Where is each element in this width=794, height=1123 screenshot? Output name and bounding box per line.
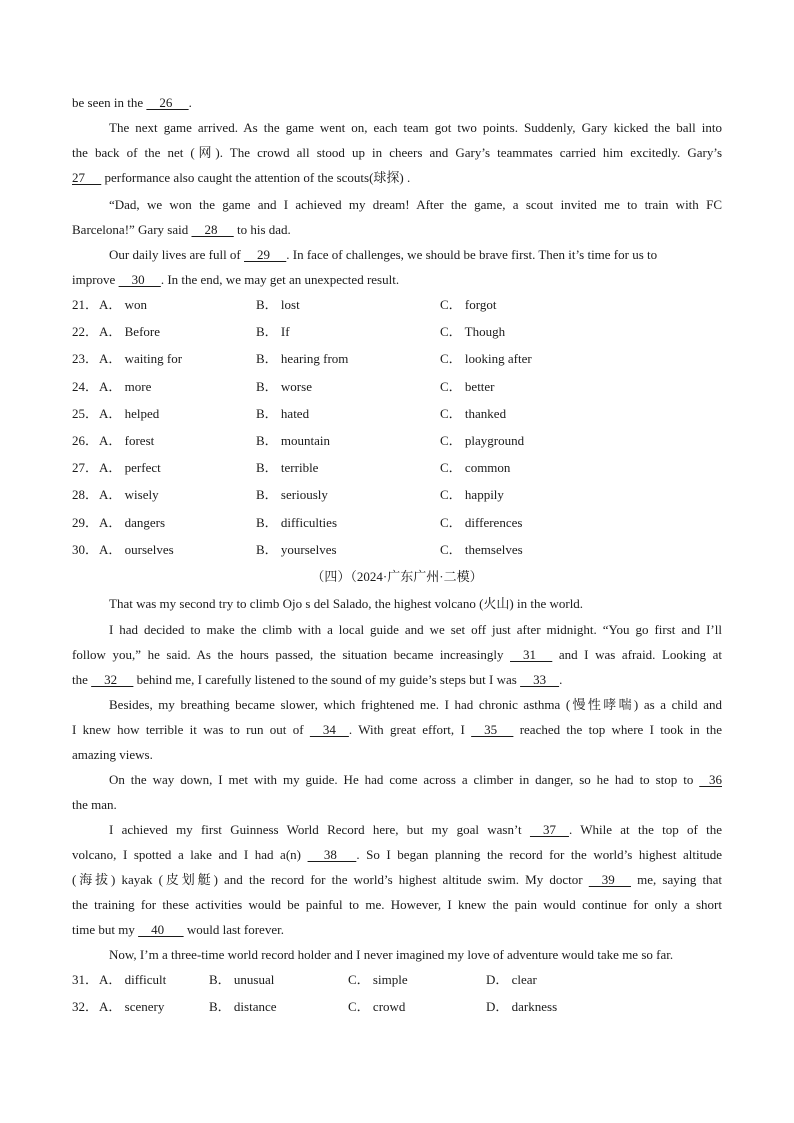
option-c[interactable]: C． themselves (440, 541, 523, 557)
passage-line (72, 645, 722, 670)
passage-text: be seen in the (72, 95, 147, 110)
question-number: 31． (72, 971, 99, 987)
blank-28: 28 (191, 222, 234, 237)
blank-36: 36 (699, 771, 722, 787)
question-number: 24． (72, 378, 99, 394)
blank-40: 40 (138, 921, 184, 937)
passage-line (72, 220, 722, 245)
option-a[interactable]: A． waiting for (99, 351, 183, 367)
blank-31: 31 (510, 646, 553, 662)
passage-text: behind me, I carefully listened to the sound of my guide’s steps but I was (133, 671, 521, 687)
option-b[interactable]: B． mountain (256, 432, 331, 448)
passage-text: volcano, I spotted a lake and I had a(n) (72, 846, 308, 862)
passage-line (72, 620, 722, 645)
option-a[interactable]: A． helped (99, 405, 160, 421)
option-a[interactable]: A． scenery (99, 999, 165, 1015)
passage-text: . So I began planning the record for the world’s highest altitude (356, 846, 722, 862)
passage-text: . In face of challenges, we should be brave first. Then it’s time for us to (286, 247, 658, 262)
passage-text: . (559, 671, 563, 687)
option-c[interactable]: C． better (440, 378, 495, 394)
option-c[interactable]: C． differences (440, 514, 523, 530)
question-number: 32． (72, 999, 99, 1015)
passage-text: to his dad. (233, 222, 291, 237)
passage-text: The next game arrived. As the game went on, each team got two points. Suddenly, Gary kicked the ball into (109, 120, 722, 135)
option-b[interactable]: B． difficulties (256, 514, 338, 530)
option-a[interactable]: A． perfect (99, 460, 161, 476)
passage-text: . With great effort, I (348, 721, 472, 737)
question-row (72, 295, 722, 322)
passage-line (72, 118, 722, 143)
question-row (72, 458, 722, 485)
question-row (72, 485, 722, 512)
passage-line (72, 93, 722, 118)
passage-text: On the way down, I met with my guide. He had come across a climber in danger, so he had to stop to (109, 771, 700, 787)
option-d[interactable]: D． darkness (486, 999, 558, 1015)
passage-line (72, 670, 722, 695)
question-number: 26． (72, 432, 99, 448)
option-c[interactable]: C． common (440, 460, 511, 476)
blank-29: 29 (244, 247, 287, 262)
blank-39: 39 (588, 871, 631, 887)
question-row (72, 540, 722, 567)
passage-line (72, 245, 722, 270)
option-a[interactable]: A． forest (99, 432, 155, 448)
question-number: 28． (72, 487, 99, 503)
passage-text: follow you,” he said. As the hours passed, the situation became increasingly (72, 646, 511, 662)
passage-text: (海拔) kayak (皮划艇) and the record for the world’s highest altitude swim. My doctor (72, 871, 589, 887)
passage-text: I achieved my first Guinness World Record here, but my goal wasn’t (109, 821, 530, 837)
question-number: 21． (72, 297, 99, 312)
passage-text: . While at the top of the (568, 821, 722, 837)
section-heading (72, 567, 722, 594)
passage-text: time but my (72, 921, 139, 937)
blank-26: 26 (146, 95, 189, 110)
passage-line (72, 770, 722, 795)
passage-line (72, 195, 722, 220)
passage-line (72, 920, 722, 945)
passage-line (72, 270, 722, 295)
question-row (72, 513, 722, 540)
question-number: 22． (72, 324, 99, 340)
option-a[interactable]: A． more (99, 378, 152, 394)
passage-line (72, 143, 722, 168)
blank-37: 37 (529, 821, 569, 837)
passage-text: I knew how terrible it was to run out of (72, 721, 310, 737)
question-row (72, 997, 722, 1024)
passage-text: and I was afraid. Looking at (552, 646, 722, 662)
option-a[interactable]: A． ourselves (99, 541, 174, 557)
option-b[interactable]: B． yourselves (256, 541, 337, 557)
passage-text: would last forever. (183, 921, 284, 937)
option-b[interactable]: B． If (256, 324, 290, 340)
option-b[interactable]: B． worse (256, 378, 312, 394)
passage-line (72, 720, 722, 745)
option-c[interactable]: C． happily (440, 487, 504, 503)
option-b[interactable]: B． seriously (256, 487, 328, 503)
blank-35: 35 (471, 721, 514, 737)
passage-text: performance also caught the attention of the scouts(球探) . (101, 170, 411, 185)
passage-text: me, saying that (631, 871, 722, 887)
passage-text: the back of the net (网). The crowd all stood up in cheers and Gary’s teammates carried him excitedly. Gary’s (72, 145, 722, 160)
blank-33: 33 (520, 671, 560, 687)
passage-text: amazing views. (72, 746, 153, 762)
option-c[interactable]: C． forgot (440, 297, 497, 312)
blank-30: 30 (118, 272, 161, 287)
option-b[interactable]: B． hearing from (256, 351, 349, 367)
passage-text: the man. (72, 796, 117, 812)
passage-text: . (188, 95, 192, 110)
question-number: 30． (72, 541, 99, 557)
passage-text: Our daily lives are full of (109, 247, 245, 262)
passage-text: the (72, 671, 92, 687)
question-number: 23． (72, 351, 99, 367)
passage-line (72, 945, 722, 970)
passage-text: I had decided to make the climb with a local guide and we set off just after midnight. “You go first and I’ll (109, 621, 722, 637)
question-row (72, 322, 722, 349)
blank-32: 32 (91, 671, 134, 687)
passage-line (72, 594, 722, 620)
option-c[interactable]: C． thanked (440, 405, 507, 421)
blank-27: 27 (72, 170, 102, 185)
passage-line (72, 895, 722, 920)
passage-line (72, 845, 722, 870)
question-row (72, 377, 722, 404)
passage-line (72, 745, 722, 770)
passage-text: improve (72, 272, 119, 287)
passage-text: . In the end, we may get an unexpected result. (160, 272, 400, 287)
option-c[interactable]: C． crowd (348, 999, 406, 1015)
passage-line (72, 168, 722, 195)
option-b[interactable]: B． distance (209, 999, 277, 1015)
question-number: 27． (72, 460, 99, 476)
option-c[interactable]: C． Though (440, 324, 506, 340)
section-heading-text: （四）（2024·广东广州·二模） (311, 568, 483, 584)
question-row (72, 349, 722, 376)
passage-text: the training for these activities would be painful to me. However, I knew the pain would continue for only a short (72, 896, 722, 912)
option-d[interactable]: D． clear (486, 971, 537, 987)
option-a[interactable]: A． won (99, 297, 148, 312)
blank-34: 34 (309, 721, 349, 737)
question-row (72, 970, 722, 997)
option-a[interactable]: A． Before (99, 324, 161, 340)
passage-line (72, 795, 722, 820)
question-row (72, 404, 722, 431)
option-c[interactable]: C． simple (348, 971, 408, 987)
option-b[interactable]: B． lost (256, 297, 300, 312)
blank-38: 38 (307, 846, 357, 862)
passage-text: Now, I’m a three-time world record holder and I never imagined my love of adventure would take me so far. (109, 946, 674, 962)
options-block-21-30 (72, 295, 722, 567)
option-a[interactable]: A． wisely (99, 487, 159, 503)
option-c[interactable]: C． playground (440, 432, 525, 448)
passage-text: Barcelona!” Gary said (72, 222, 192, 237)
passage-text: reached the top where I took in the (513, 721, 722, 737)
option-b[interactable]: B． unusual (209, 971, 275, 987)
question-number: 29． (72, 514, 99, 530)
passage-line (72, 820, 722, 845)
passage-line (72, 695, 722, 720)
question-number: 25． (72, 405, 99, 421)
option-b[interactable]: B． terrible (256, 460, 319, 476)
options-block-31-32 (72, 970, 722, 1024)
passage-text: That was my second try to climb Ojo s del Salado, the highest volcano (火山) in the world. (109, 595, 584, 611)
option-a[interactable]: A． dangers (99, 514, 166, 530)
option-b[interactable]: B． hated (256, 405, 310, 421)
passage-line (72, 870, 722, 895)
option-a[interactable]: A． difficult (99, 971, 167, 987)
question-row (72, 431, 722, 458)
passage-text: “Dad, we won the game and I achieved my dream! After the game, a scout invited me to train with FC (109, 197, 722, 212)
passage-text: Besides, my breathing became slower, which frightened me. I had chronic asthma (慢性哮喘) as a child and (109, 696, 722, 712)
option-c[interactable]: C． looking after (440, 351, 532, 367)
exam-page (72, 93, 722, 1024)
